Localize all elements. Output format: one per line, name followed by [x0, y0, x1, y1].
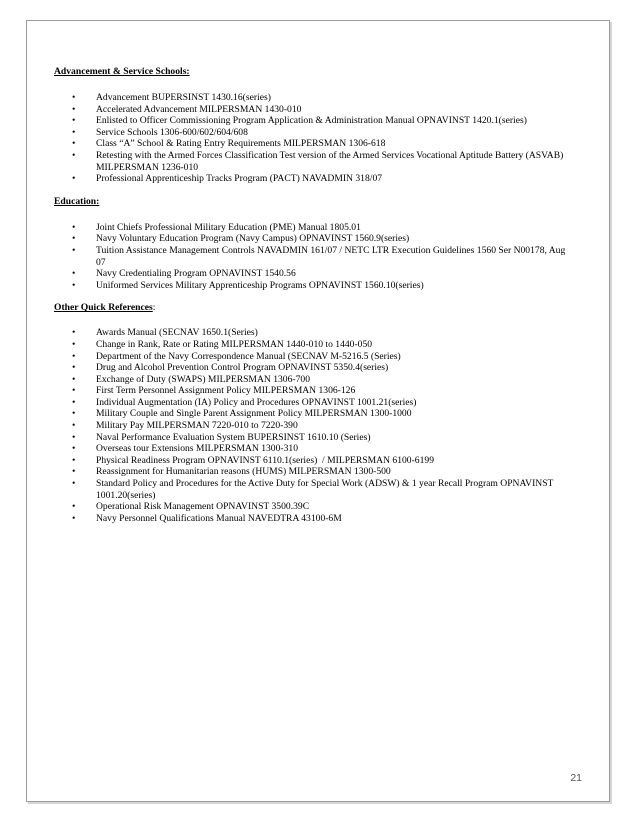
bullet-icon: •: [72, 512, 76, 524]
bullet-icon: •: [72, 454, 76, 466]
bullet-icon: •: [72, 466, 76, 478]
bullet-icon: •: [72, 126, 76, 138]
bullet-icon: •: [72, 501, 76, 513]
bullet-icon: •: [72, 373, 76, 385]
bullet-icon: •: [72, 362, 76, 374]
section-advancement: [54, 66, 574, 185]
list-item: • Awards Manual (SECNAV 1650.1(Series): [72, 327, 258, 339]
list-item: • First Term Personnel Assignment Policy MILPERSMAN 1306-126: [72, 385, 356, 397]
list-item: • Department of the Navy Correspondence Manual (SECNAV M-5216.5 (Series): [72, 350, 401, 362]
section-other-quick-references: [54, 302, 574, 524]
list-item: • Tuition Assistance Management Controls NAVADMIN 161/07 / NETC LTR Execution Guidelines 1560 Ser N00178, Aug 07: [72, 244, 568, 268]
list-item: • Uniformed Services Military Apprenticeship Programs OPNAVINST 1560.10(series): [72, 279, 424, 291]
list-item: • Retesting with the Armed Forces Classification Test version of the Armed Services Vocational Aptitude Battery (ASVAB) MILPERSMAN 1236-010: [72, 149, 566, 173]
bullet-icon: •: [72, 338, 76, 350]
list-item: • Exchange of Duty (SWAPS) MILPERSMAN 1306-700: [72, 373, 310, 385]
section-education: [54, 196, 574, 292]
list-item: • Naval Performance Evaluation System BUPERSINST 1610.10 (Series): [72, 431, 371, 443]
bullet-icon: •: [72, 92, 76, 103]
bullet-icon: •: [72, 268, 76, 280]
list-item: • Military Pay MILPERSMAN 7220-010 to 7220-390: [72, 420, 298, 432]
section-heading-other: Other Quick References:: [54, 302, 156, 314]
bullet-icon: •: [72, 408, 76, 420]
section-heading-education: Education:: [54, 195, 100, 207]
list-item: • Class “A” School & Rating Entry Requirements MILPERSMAN 1306-618: [72, 138, 386, 150]
bullet-icon: •: [72, 478, 76, 490]
list-item: • Navy Credentialing Program OPNAVINST 1540.56: [72, 268, 296, 280]
bullet-icon: •: [72, 244, 76, 256]
list-item: • Individual Augmentation (IA) Policy and Procedures OPNAVINST 1001.21(series): [72, 396, 417, 408]
list-item: • Reassignment for Humanitarian reasons (HUMS) MILPERSMAN 1300-500: [72, 466, 391, 478]
bullet-icon: •: [72, 221, 76, 233]
list-item: • Service Schools 1306-600/602/604/608: [72, 126, 248, 138]
page-number: 21: [570, 772, 582, 784]
bullet-icon: •: [72, 420, 76, 432]
list-item: • Professional Apprenticeship Tracks Program (PACT) NAVADMIN 318/07: [72, 173, 383, 185]
list-item: • Navy Personnel Qualifications Manual NAVEDTRA 43100-6M: [72, 512, 342, 524]
list-item: • Accelerated Advancement MILPERSMAN 1430-010: [72, 103, 302, 115]
list-item: • Physical Readiness Program OPNAVINST 6110.1(series) / MILPERSMAN 6100-6199: [72, 454, 434, 466]
list-item: • Operational Risk Management OPNAVINST 3500.39C: [72, 501, 310, 513]
list-item: • Navy Voluntary Education Program (Navy Campus) OPNAVINST 1560.9(series): [72, 233, 410, 245]
bullet-icon: •: [72, 327, 76, 339]
list-item: • Overseas tour Extensions MILPERSMAN 1300-310: [72, 443, 298, 455]
bullet-icon: •: [72, 385, 76, 397]
education-list: [54, 222, 574, 292]
bullet-icon: •: [72, 149, 76, 161]
list-item: • Standard Policy and Procedures for the Active Duty for Special Work (ADSW) & 1 year Recall Program OPNAVINST 1001.20(series): [72, 478, 556, 501]
bullet-icon: •: [72, 115, 76, 127]
bullet-icon: •: [72, 173, 76, 185]
list-item: • Joint Chiefs Professional Military Education (PME) Manual 1805.01: [72, 221, 361, 233]
bullet-icon: •: [72, 396, 76, 408]
list-item: • Advancement BUPERSINST 1430.16(series): [72, 92, 271, 103]
list-item: • Drug and Alcohol Prevention Control Program OPNAVINST 5350.4(series): [72, 362, 389, 374]
bullet-icon: •: [72, 103, 76, 115]
bullet-icon: •: [72, 443, 76, 455]
list-item: • Change in Rank, Rate or Rating MILPERSMAN 1440-010 to 1440-050: [72, 338, 373, 350]
other-references-list: [54, 327, 574, 524]
bullet-icon: •: [72, 350, 76, 362]
bullet-icon: •: [72, 279, 76, 291]
list-item: • Military Couple and Single Parent Assignment Policy MILPERSMAN 1300-1000: [72, 408, 412, 420]
section-heading-advancement: Advancement & Service Schools:: [54, 66, 190, 77]
bullet-icon: •: [72, 431, 76, 443]
advancement-list: [54, 92, 574, 185]
list-item: • Enlisted to Officer Commissioning Program Application & Administration Manual OPNAVINST 1420.1(series): [72, 115, 527, 127]
bullet-icon: •: [72, 138, 76, 150]
bullet-icon: •: [72, 233, 76, 245]
document-body: [54, 66, 574, 524]
